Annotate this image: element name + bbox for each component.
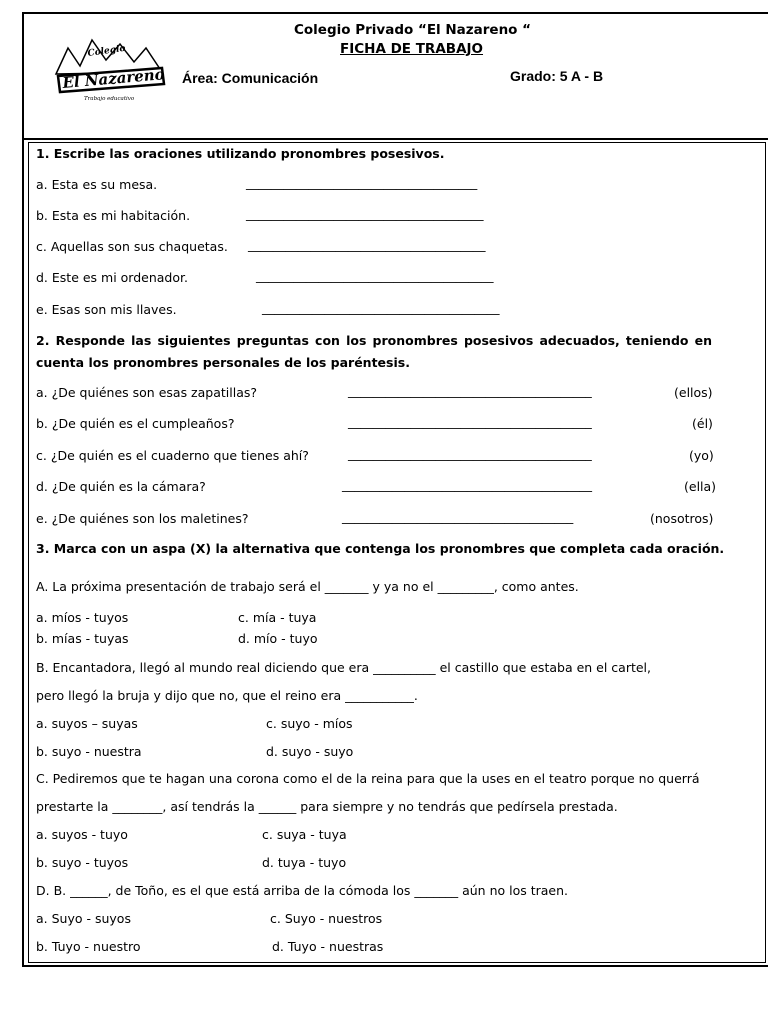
s1-item-a: a. Esta es su mesa. [36, 177, 158, 192]
s2-answer-blank-d[interactable]: ________________________________________ [342, 477, 592, 492]
s1-item-e: e. Esas son mis llaves. [36, 302, 177, 317]
s1-item-b: b. Esta es mi habitación. [36, 208, 191, 223]
s1-answer-blank-c[interactable]: ______________________________________ [248, 237, 486, 252]
s2-answer-blank-b[interactable]: _______________________________________ [348, 414, 592, 429]
s3-c-option-b[interactable]: b. suyo - tuyos [36, 855, 129, 870]
s3-question-c-line2: prestarte la ________, así tendrás la ______ para siempre y no tendrás que pedírsela prestada. [36, 799, 618, 814]
s1-item-d: d. Este es mi ordenador. [36, 270, 188, 285]
s3-d-option-a[interactable]: a. Suyo - suyos [36, 911, 131, 926]
s2-answer-blank-e[interactable]: _____________________________________ [342, 509, 574, 524]
logo-top-text: Colegio [87, 43, 127, 59]
s3-question-c-line1: C. Pediremos que te hagan una corona como el de la reina para que la uses en el teatro porque no querrá [36, 771, 700, 786]
s3-c-option-d[interactable]: d. tuya - tuyo [262, 855, 347, 870]
s2-answer-blank-a[interactable]: _______________________________________ [348, 383, 592, 398]
s3-question-b-line2: pero llegó la bruja y dijo que no, que el reino era ___________. [36, 688, 418, 703]
area-label: Área: Comunicación [182, 70, 319, 86]
s2-hint-c: (yo) [689, 448, 714, 463]
s2-hint-b: (él) [692, 416, 713, 431]
s3-question-a: A. La próxima presentación de trabajo será el _______ y ya no el _________, como antes. [36, 579, 579, 594]
s3-a-option-a[interactable]: a. míos - tuyos [36, 610, 129, 625]
s1-answer-blank-a[interactable]: _____________________________________ [246, 175, 478, 190]
s3-a-option-d[interactable]: d. mío - tuyo [238, 631, 318, 646]
header [24, 14, 768, 140]
s2-item-b: b. ¿De quién es el cumpleaños? [36, 416, 235, 431]
logo-motto-text: Trabajo educativo [84, 96, 135, 102]
s2-hint-a: (ellos) [674, 385, 713, 400]
worksheet-title: FICHA DE TRABAJO [340, 41, 484, 57]
s3-b-option-d[interactable]: d. suyo - suyo [266, 744, 354, 759]
logo-main-text: El Nazareno [61, 65, 166, 92]
s3-b-option-b[interactable]: b. suyo - nuestra [36, 744, 142, 759]
s3-question-b-line1: B. Encantadora, llegó al mundo real diciendo que era __________ el castillo que estaba en el cartel, [36, 660, 652, 675]
s3-d-option-d[interactable]: d. Tuyo - nuestras [272, 939, 384, 954]
s3-d-option-c[interactable]: c. Suyo - nuestros [270, 911, 383, 926]
section3-heading: 3. Marca con un aspa (X) la alternativa que contenga los pronombres que completa cada oración. [36, 541, 725, 556]
section2-heading: 2. Responde las siguientes preguntas con los pronombres posesivos adecuados, teniendo en cuenta los pronombres personales de los paréntesis. [36, 333, 712, 370]
s1-item-c: c. Aquellas son sus chaquetas. [36, 239, 228, 254]
s3-c-option-a[interactable]: a. suyos - tuyo [36, 827, 128, 842]
s3-a-option-c[interactable]: c. mía - tuya [238, 610, 317, 625]
s1-answer-blank-b[interactable]: ______________________________________ [246, 206, 484, 221]
s2-item-e: e. ¿De quiénes son los maletines? [36, 511, 249, 526]
s3-c-option-c[interactable]: c. suya - tuya [262, 827, 347, 842]
s3-d-option-b[interactable]: b. Tuyo - nuestro [36, 939, 141, 954]
s2-item-a: a. ¿De quiénes son esas zapatillas? [36, 385, 257, 400]
s3-a-option-b[interactable]: b. mías - tuyas [36, 631, 129, 646]
s1-answer-blank-d[interactable]: ______________________________________ [256, 268, 494, 283]
section1-heading: 1. Escribe las oraciones utilizando pronombres posesivos. [36, 146, 445, 161]
s2-item-d: d. ¿De quién es la cámara? [36, 479, 206, 494]
s2-item-c: c. ¿De quién es el cuaderno que tienes ahí? [36, 448, 309, 463]
s1-answer-blank-e[interactable]: ______________________________________ [262, 300, 500, 315]
s2-hint-d: (ella) [684, 479, 717, 494]
s3-b-option-a[interactable]: a. suyos – suyas [36, 716, 138, 731]
grade-label: Grado: 5 A - B [510, 68, 604, 84]
s2-hint-e: (nosotros) [650, 511, 714, 526]
s3-b-option-c[interactable]: c. suyo - míos [266, 716, 353, 731]
s2-answer-blank-c[interactable]: _______________________________________ [348, 446, 592, 461]
school-logo [54, 36, 166, 102]
s3-question-d: D. B. ______, de Toño, es el que está arriba de la cómoda los _______ aún no los traen. [36, 883, 569, 898]
school-name: Colegio Privado “El Nazareno “ [294, 22, 532, 38]
